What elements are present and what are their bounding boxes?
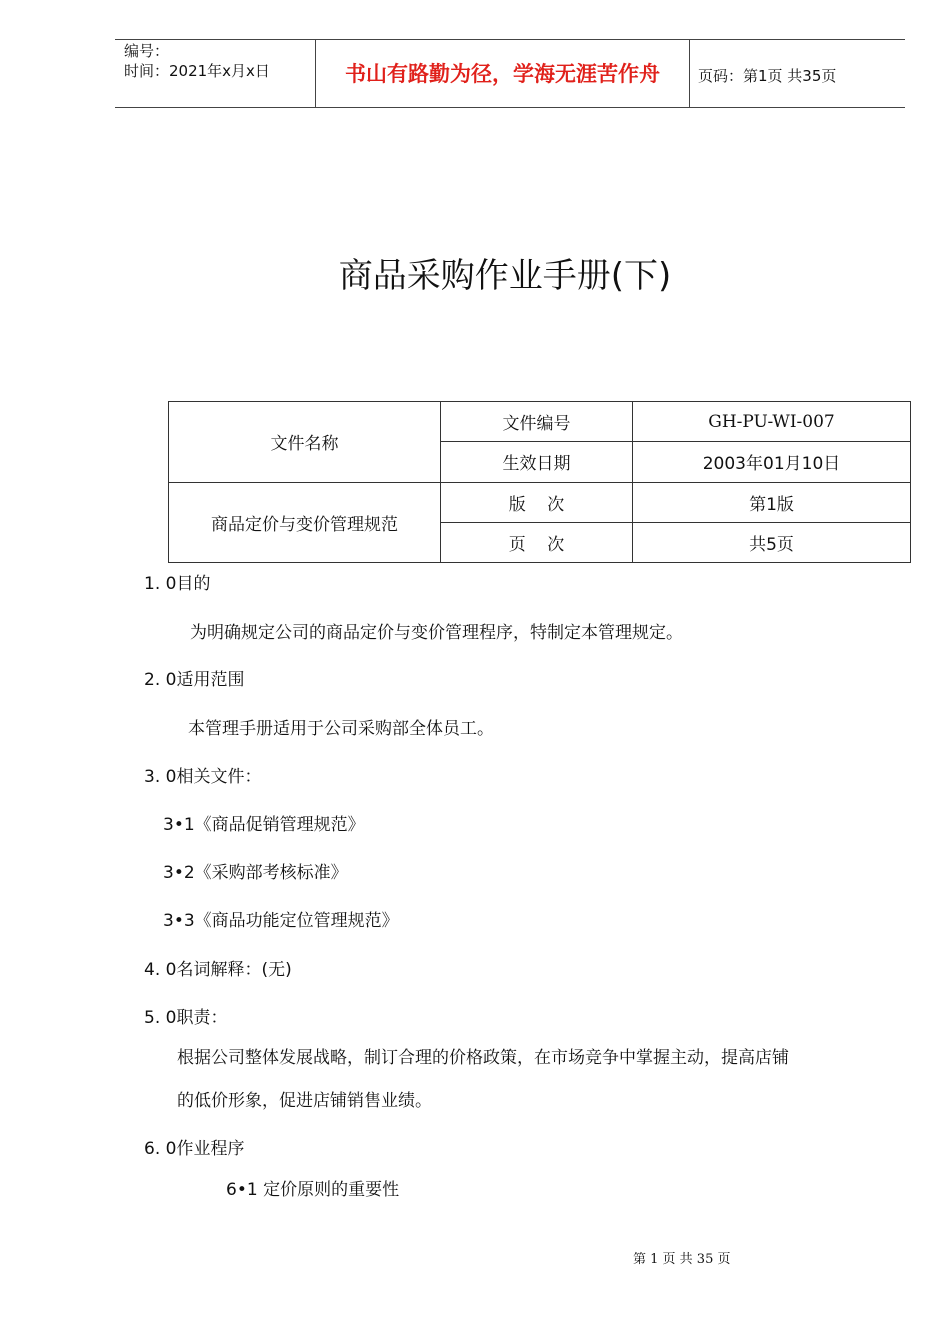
header-motto: 书山有路勤为径，学海无涯苦作舟 [345, 61, 660, 86]
header-top-rule [115, 39, 905, 40]
table-row [169, 482, 911, 522]
section-5-heading: 5. 0职责： [144, 1008, 228, 1028]
section-2-heading: 2. 0适用范围 [144, 670, 245, 690]
section-3-heading: 3. 0相关文件： [144, 767, 262, 787]
header-bottom-rule [115, 107, 905, 108]
file-name-label: 文件名称 [169, 402, 441, 483]
document-title: 商品采购作业手册(下) [338, 256, 672, 296]
row-label: 版 次 [441, 482, 633, 522]
header-time: 时间：2021年x月x日 [124, 62, 270, 80]
row-label: 页 次 [441, 522, 633, 562]
section-4-heading: 4. 0名词解释：(无) [144, 960, 292, 980]
section-6-subheading: 6•1 定价原则的重要性 [226, 1180, 400, 1200]
page-footer: 第 1 页 共 35 页 [633, 1252, 731, 1267]
section-2-text: 本管理手册适用于公司采购部全体员工。 [188, 719, 494, 739]
row-value: 第1版 [633, 482, 911, 522]
section-5-text-line1: 根据公司整体发展战略，制订合理的价格政策，在市场竞争中掌握主动，提高店铺 [177, 1048, 789, 1068]
section-3-item: 3•3《商品功能定位管理规范》 [163, 911, 399, 931]
section-3-item: 3•1《商品促销管理规范》 [163, 815, 365, 835]
row-value: GH-PU-WI-007 [633, 402, 911, 442]
section-3-item: 3•2《采购部考核标准》 [163, 863, 348, 883]
header-number: 编号： [124, 42, 170, 60]
document-info-table [168, 401, 911, 563]
table-row [169, 402, 911, 442]
row-label: 生效日期 [441, 442, 633, 482]
header-meta [124, 41, 270, 81]
header-divider-right [689, 39, 690, 107]
header-page-info: 页码：第1页 共35页 [698, 67, 837, 85]
row-value: 共5页 [633, 522, 911, 562]
section-5-text-line2: 的低价形象，促进店铺销售业绩。 [177, 1091, 432, 1111]
row-value: 2003年01月10日 [633, 442, 911, 482]
section-1-heading: 1. 0目的 [144, 574, 211, 594]
row-label: 文件编号 [441, 402, 633, 442]
section-6-heading: 6. 0作业程序 [144, 1139, 245, 1159]
file-name-value: 商品定价与变价管理规范 [169, 482, 441, 563]
section-1-text: 为明确规定公司的商品定价与变价管理程序，特制定本管理规定。 [190, 623, 683, 643]
